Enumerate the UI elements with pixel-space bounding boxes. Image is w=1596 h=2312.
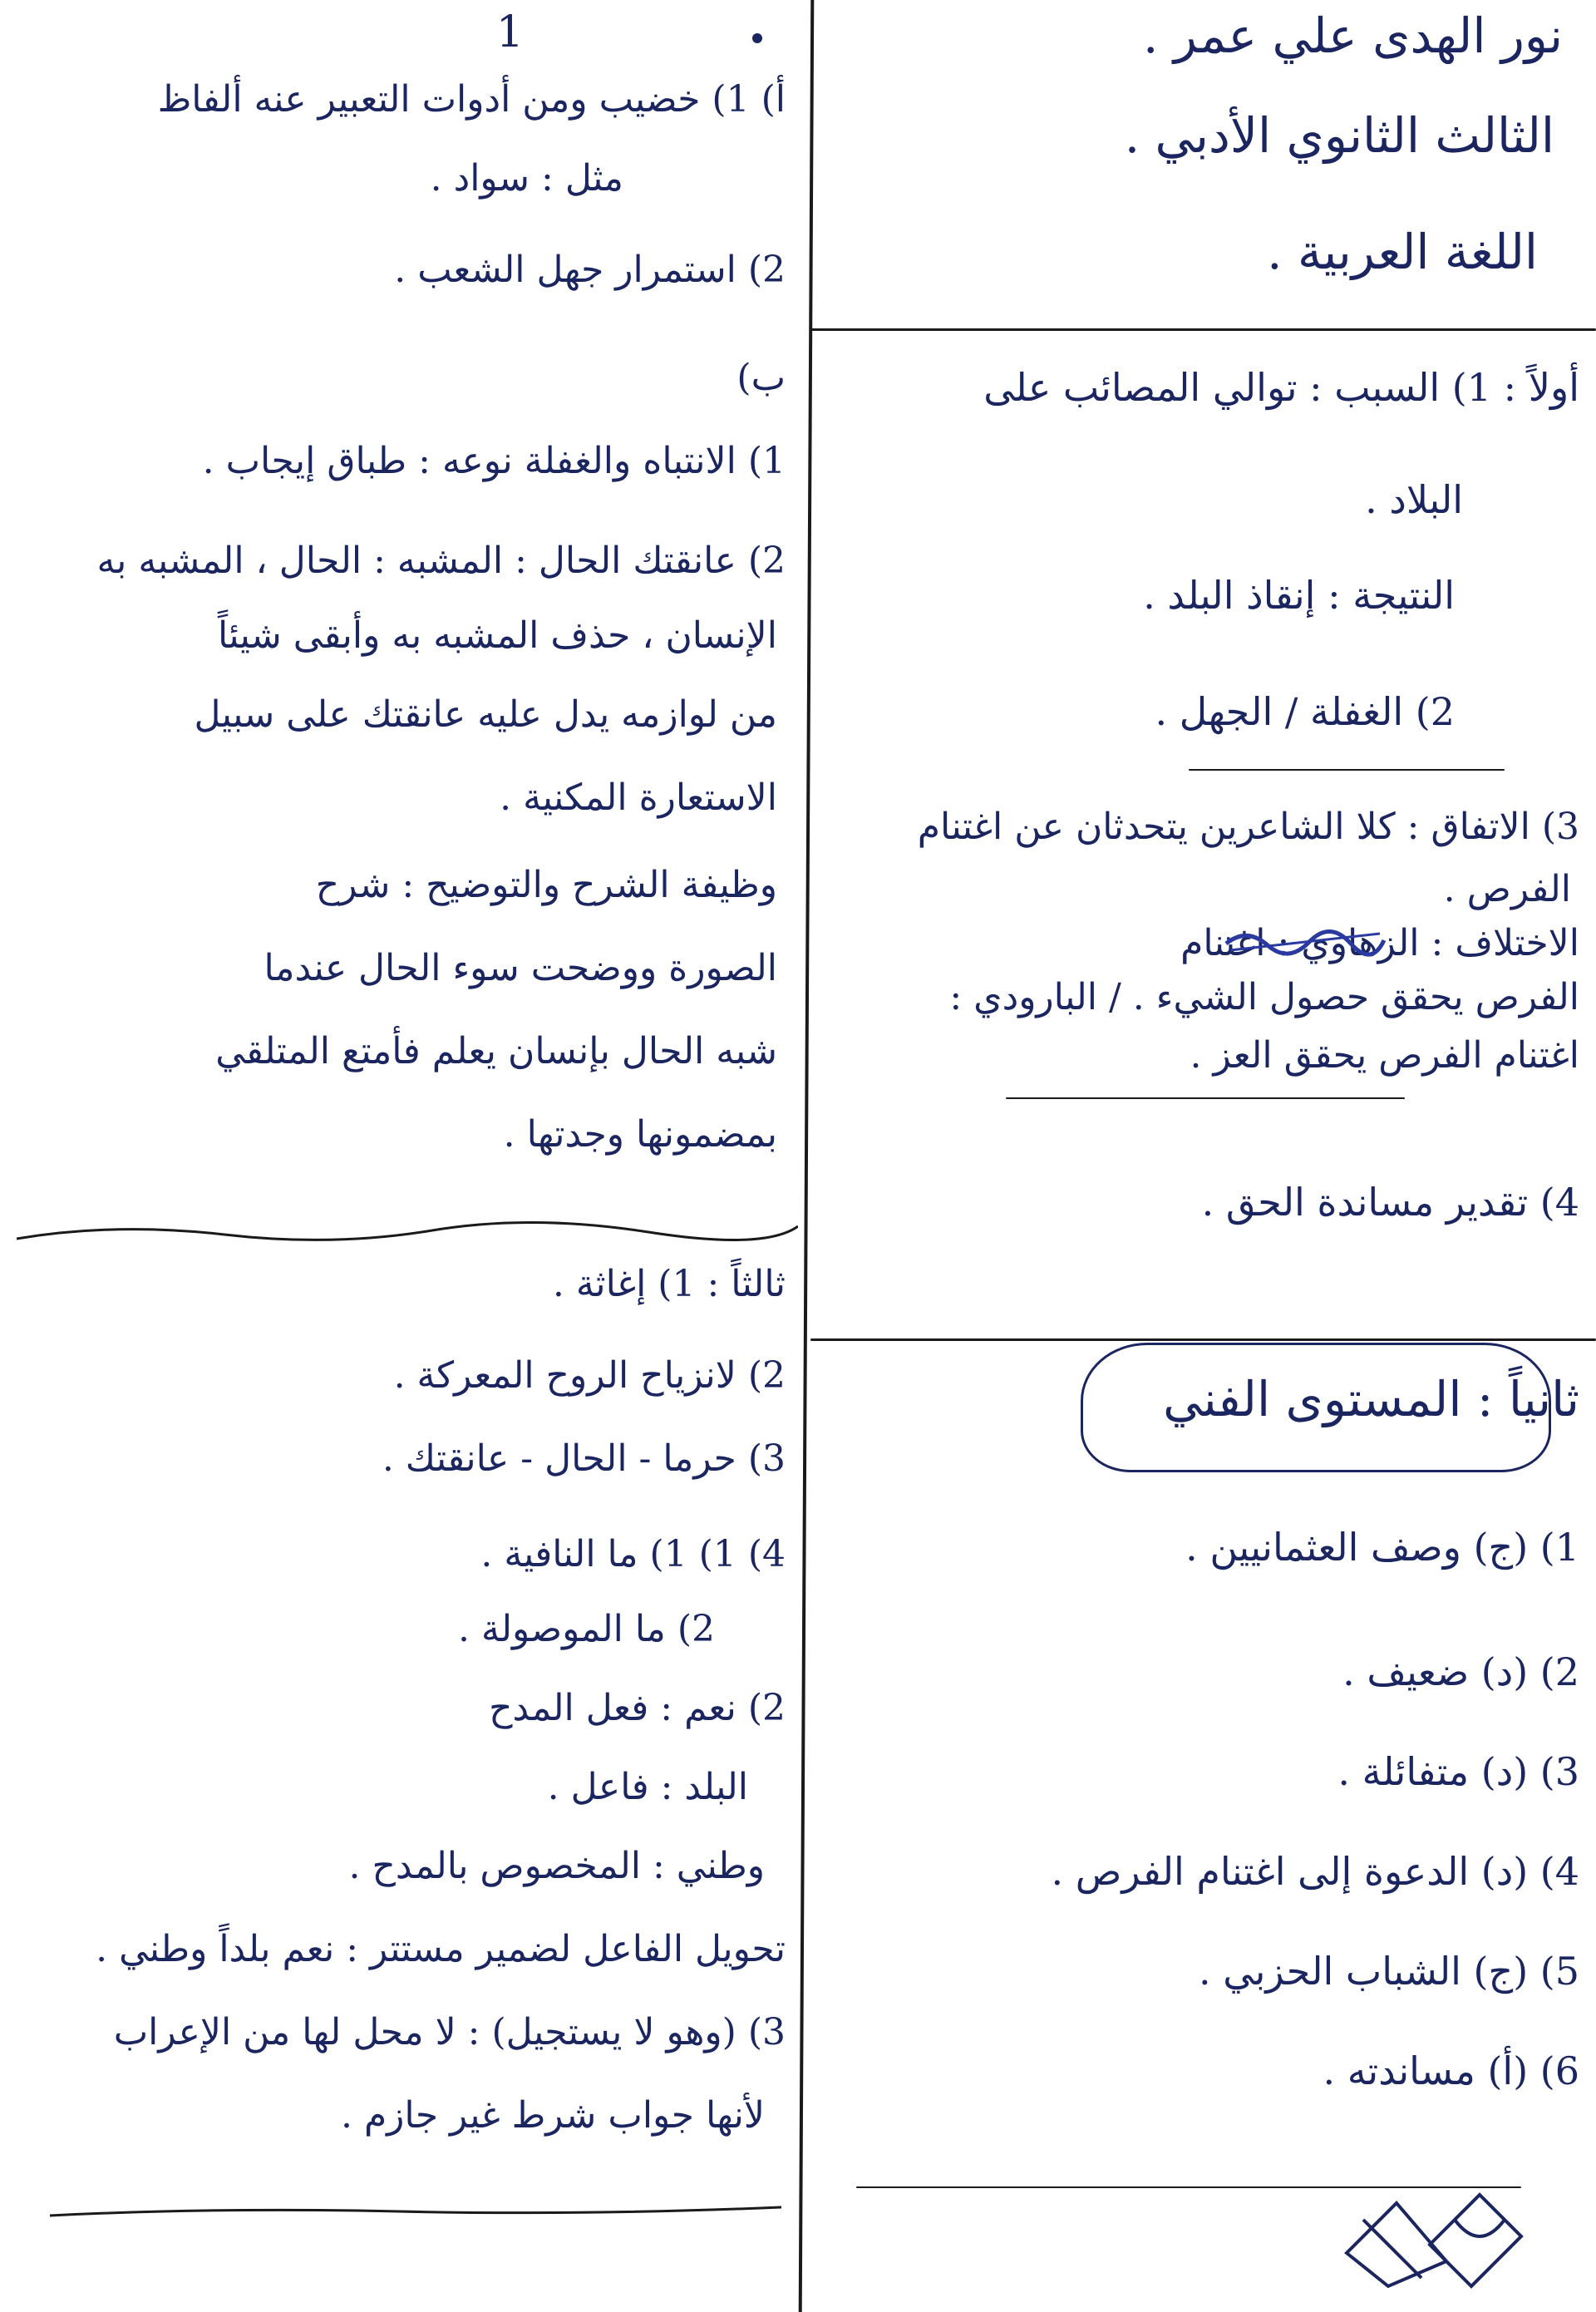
column-divider	[799, 0, 815, 2312]
sb-line-2: 2) عانقتك الحال : المشبه : الحال ، المشبه به	[96, 540, 786, 582]
teacher-signature	[1330, 2170, 1530, 2295]
sb-line-6: وظيفة الشرح والتوضيح : شرح	[315, 864, 777, 906]
s1-line-4: 2) الغفلة / الجهل .	[1155, 689, 1455, 734]
page-mark: 1	[495, 7, 524, 57]
s3-line-2: 2) لانزياح الروح المعركة .	[393, 1354, 786, 1397]
s3-line-11: لأنها جواب شرط غير جازم .	[340, 2094, 765, 2137]
s3-line-4: 4) 1) 1) ما النافية .	[480, 1533, 786, 1575]
s1-line-2: البلاد .	[1365, 477, 1463, 522]
sa-line-2: مثل : سواد .	[430, 157, 623, 200]
sb-line-5: الاستعارة المكنية .	[500, 776, 777, 819]
s1-line-1: أولاً : 1) السبب : توالي المصائب على	[983, 365, 1579, 410]
s3-line-9: تحويل الفاعل لضمير مستتر : نعم بلداً وطني .	[96, 1928, 786, 1970]
s3-line-3: 3) حرما - الحال - عانقتك .	[382, 1437, 786, 1480]
sb-line-9: بمضمونها وجدتها .	[503, 1113, 777, 1156]
sb-label: ب)	[736, 357, 786, 399]
section1-end-rule	[810, 1338, 1596, 1341]
s2-line-6: 6) (أ) مساندته .	[1323, 2048, 1579, 2093]
s3-line-7: البلد : فاعل .	[547, 1766, 748, 1808]
s2-line-2: 2) (د) ضعيف .	[1342, 1649, 1579, 1694]
s3-line-6: 2) نعم : فعل المدح	[489, 1687, 786, 1729]
s2-title: ثانياً : المستوى الفني	[1163, 1371, 1579, 1427]
s1-line-10: 4) تقدير مساندة الحق .	[1201, 1180, 1579, 1225]
s2-line-1: 1) (ج) وصف العثمانيين .	[1185, 1525, 1579, 1570]
sb-line-3: الإنسان ، حذف المشبه به وأبقى شيئاً	[217, 614, 777, 657]
crossed-out-scribble	[1222, 919, 1388, 964]
s1-line-9: اغتنام الفرص يحقق العز .	[1190, 1034, 1579, 1077]
s2-line-5: 5) (ج) الشباب الحزبي .	[1199, 1949, 1579, 1994]
s1-line-3: النتيجة : إنقاذ البلد .	[1143, 573, 1455, 618]
s1-line-5: 3) الاتفاق : كلا الشاعرين يتحدثان عن اغتنام	[917, 806, 1579, 848]
s3-line-5: 2) ما الموصولة .	[458, 1608, 715, 1650]
dot-mark	[752, 33, 762, 43]
subject-line: اللغة العربية .	[1267, 224, 1538, 280]
s1-line-7: الاختلاف : الزهاوي : اغتنام	[1180, 922, 1579, 964]
sb-line-7: الصورة ووضحت سوء الحال عندما	[264, 947, 777, 989]
sb-line-4: من لوازمه يدل عليه عانقتك على سبيل	[194, 693, 777, 736]
s2-line-4: 4) (د) الدعوة إلى اغتنام الفرص .	[1051, 1849, 1579, 1894]
sb-line-1: 1) الانتباه والغفلة نوعه : طباق إيجاب .	[202, 440, 786, 482]
sa-line-3: 2) استمرار جهل الشعب .	[394, 249, 786, 291]
section3-end-rule	[50, 2195, 781, 2228]
student-name: نور الهدى علي عمر .	[1143, 7, 1563, 64]
s1-small-rule	[1189, 769, 1505, 771]
s2-line-3: 3) (د) متفائلة .	[1337, 1749, 1579, 1794]
section-b-end-rule	[17, 1214, 798, 1255]
s3-line-1: ثالثاً : 1) إغاثة .	[552, 1263, 786, 1305]
s3-line-8: وطني : المخصوص بالمدح .	[348, 1845, 765, 1887]
sb-line-8: شبه الحال بإنسان يعلم فأمتع المتلقي	[215, 1030, 777, 1072]
s1-line-6: الفرص .	[1443, 868, 1571, 910]
header-rule	[810, 328, 1596, 331]
grade-line: الثالث الثانوي الأدبي .	[1124, 107, 1554, 164]
s1-underline	[1006, 1097, 1405, 1099]
sa-line-1: أ) 1) خضيب ومن أدوات التعبير عنه ألفاظ	[157, 78, 786, 121]
s1-line-8: الفرص يحقق حصول الشيء . / البارودي :	[949, 976, 1579, 1018]
s3-line-10: 3) (وهو لا يستجيل) : لا محل لها من الإعراب	[113, 2011, 786, 2053]
